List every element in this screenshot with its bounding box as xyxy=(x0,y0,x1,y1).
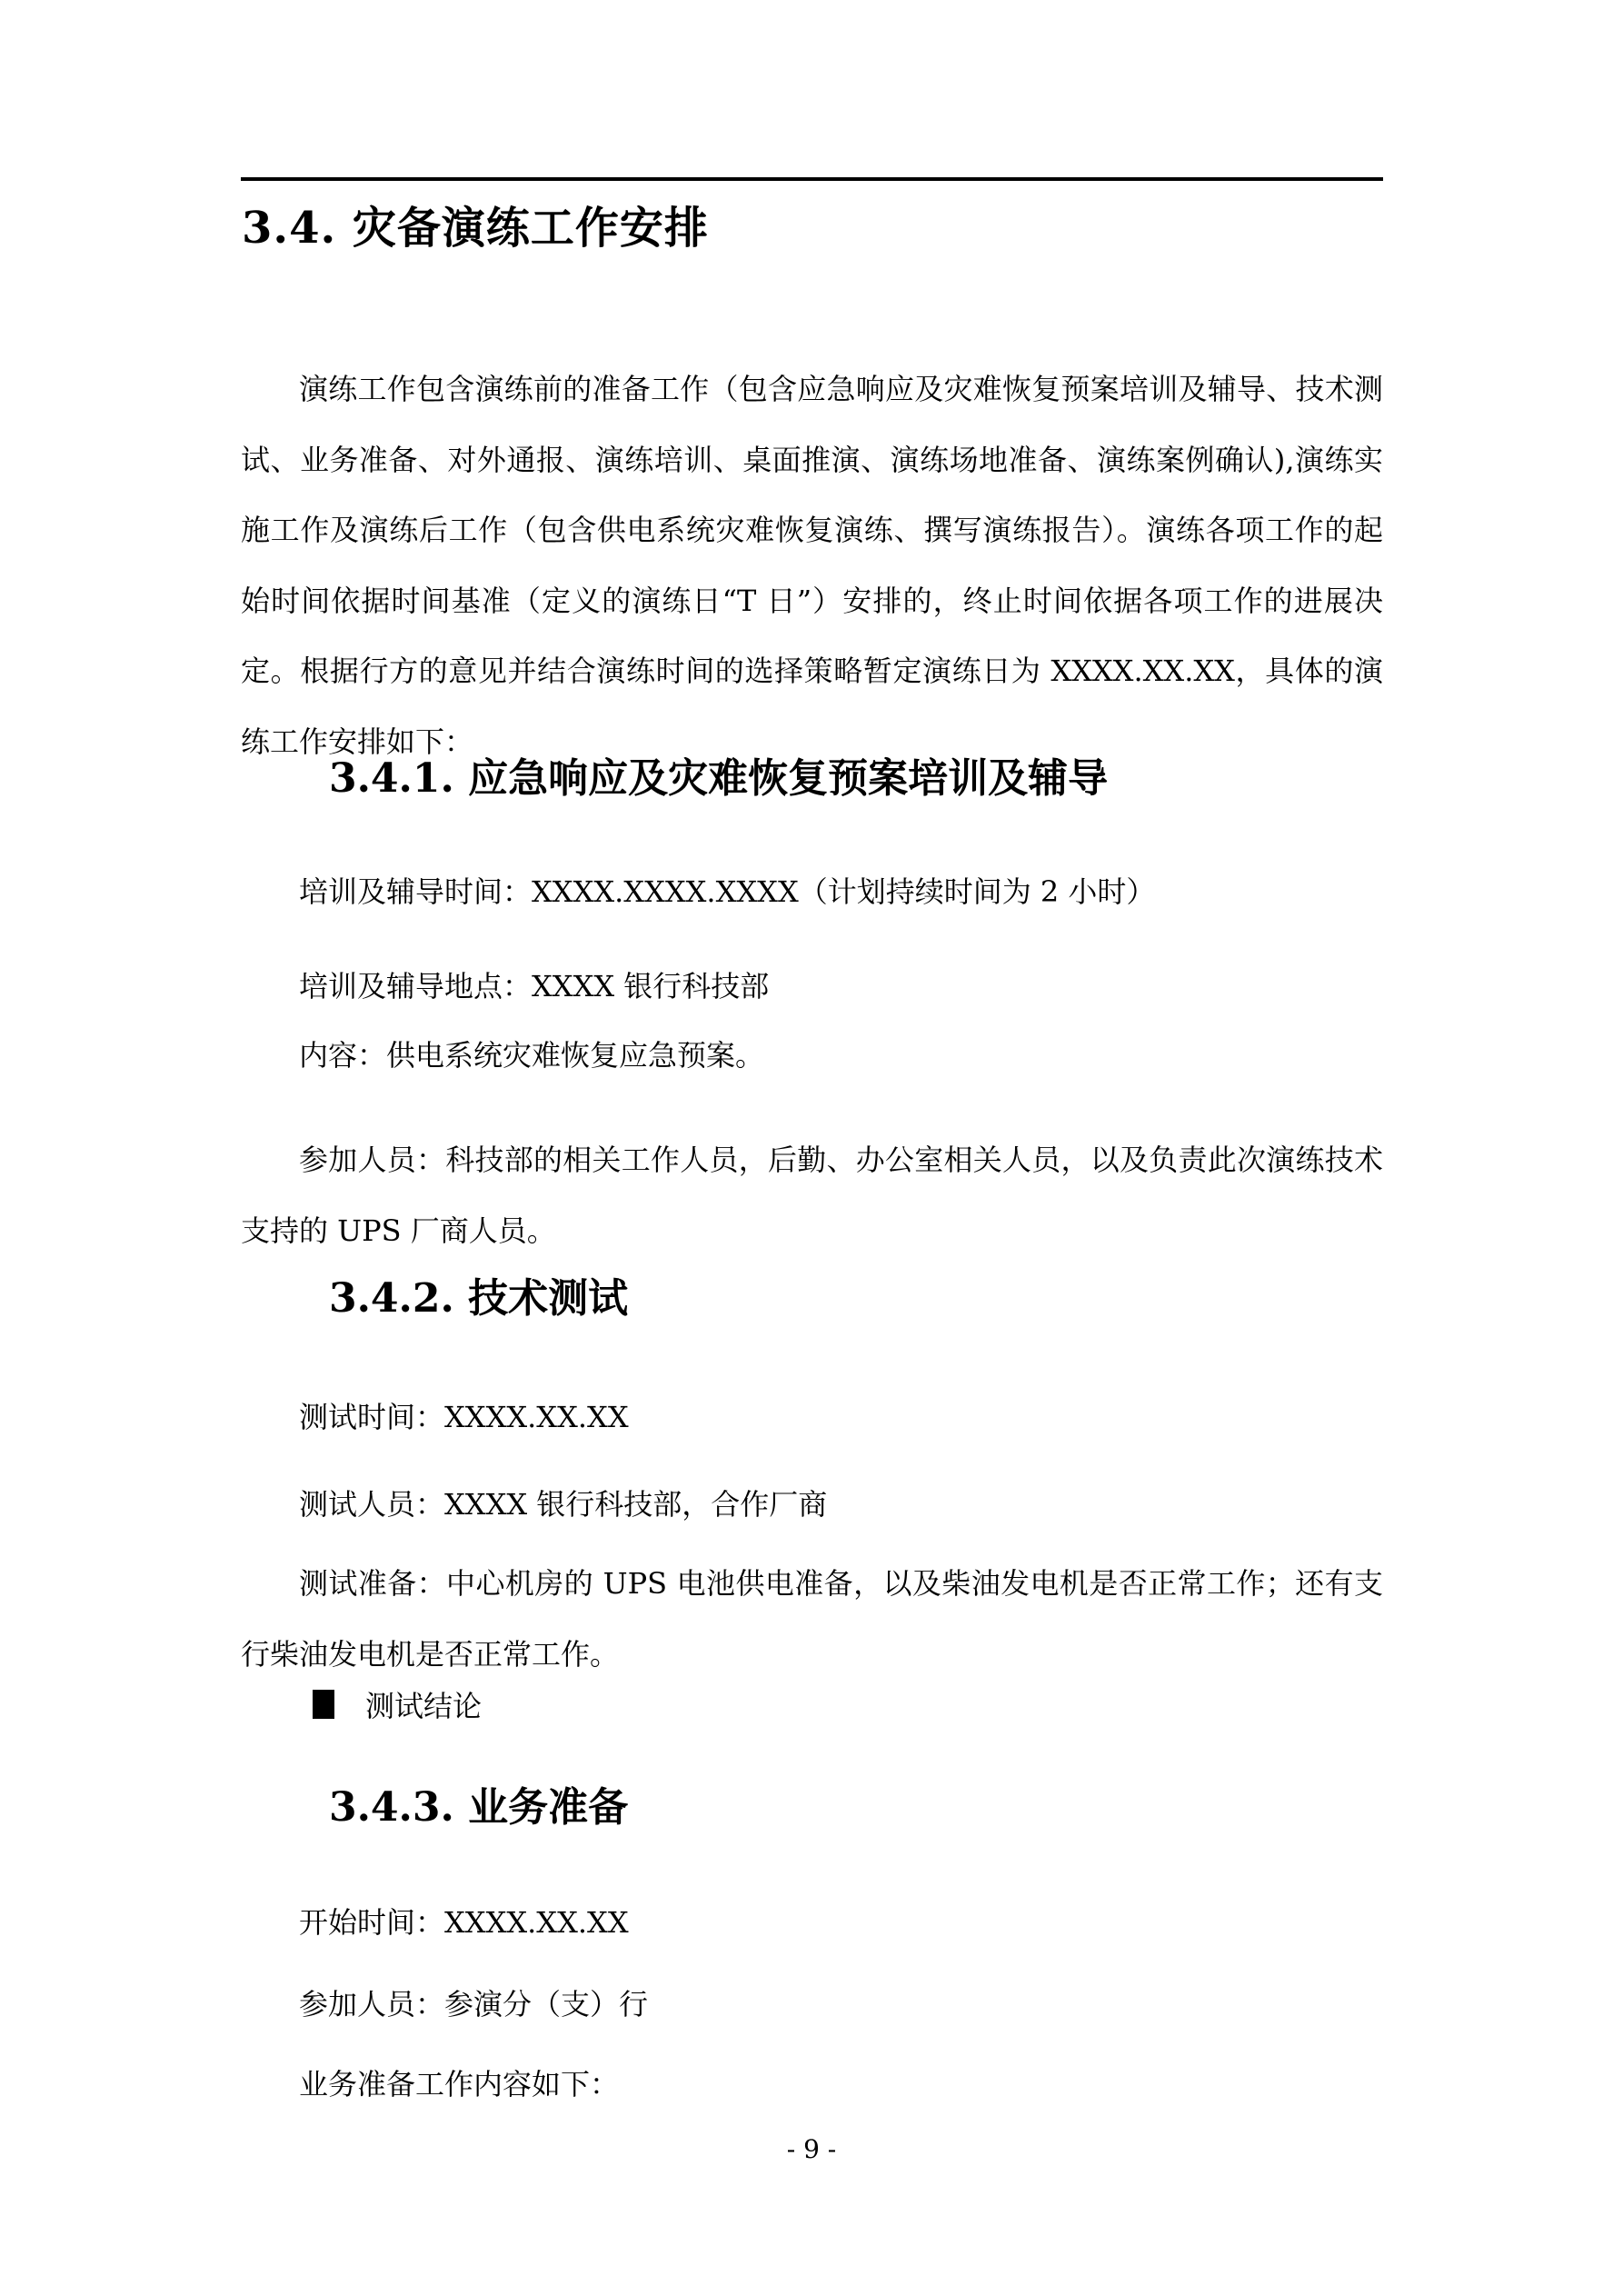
test-conclusion-bullet-item xyxy=(313,1683,482,1725)
training-participants-paragraph: 参加人员：科技部的相关工作人员，后勤、办公室相关人员，以及负责此次演练技术支持的 UPS 厂商人员。 xyxy=(241,1143,1383,1248)
heading-3-4-2: 3.4.2. 技术测试 xyxy=(329,1275,629,1322)
test-time-line: 测试时间：XXXX.XX.XX xyxy=(299,1400,629,1434)
biz-participants-line: 参加人员：参演分（支）行 xyxy=(299,1987,649,2021)
biz-prep-intro-line: 业务准备工作内容如下： xyxy=(299,2067,620,2101)
intro-paragraph: 演练工作包含演练前的准备工作（包含应急响应及灾难恢复预案培训及辅导、技术测试、业务准备、对外通报、演练培训、桌面推演、演练场地准备、演练案例确认),演练实施工作及演练后工作（包含供电系统灾难恢复演练、撰写演练报告）。演练各项工作的起始时间依据时间基准（定义的演练日“T 日”）安排的，终止时间依据各项工作的进展决定。根据行方的意见并结合演练时间的选择策略暂定演练日为 XXXX.XX.XX，具体的演练工作安排如下： xyxy=(241,372,1383,759)
training-time-line: 培训及辅导时间：XXXX.XXXX.XXXX（计划持续时间为 2 小时） xyxy=(299,874,1156,909)
test-people-line: 测试人员：XXXX 银行科技部，合作厂商 xyxy=(299,1487,828,1522)
square-bullet-icon xyxy=(313,1690,334,1719)
heading-3-4-1: 3.4.1. 应急响应及灾难恢复预案培训及辅导 xyxy=(329,755,1109,802)
section-divider-rule xyxy=(241,177,1383,181)
biz-start-time-line: 开始时间：XXXX.XX.XX xyxy=(299,1905,629,1940)
training-place-line: 培训及辅导地点：XXXX 银行科技部 xyxy=(299,969,770,1003)
heading-3-4-3: 3.4.3. 业务准备 xyxy=(329,1784,629,1831)
heading-3-4: 3.4. 灾备演练工作安排 xyxy=(242,203,709,254)
page-number: - 9 - xyxy=(786,2134,837,2164)
test-conclusion-label: 测试结论 xyxy=(365,1689,483,1723)
test-prep-paragraph: 测试准备：中心机房的 UPS 电池供电准备，以及柴油发电机是否正常工作；还有支行柴油发电机是否正常工作。 xyxy=(241,1566,1383,1672)
training-content-line: 内容：供电系统灾难恢复应急预案。 xyxy=(299,1038,765,1073)
